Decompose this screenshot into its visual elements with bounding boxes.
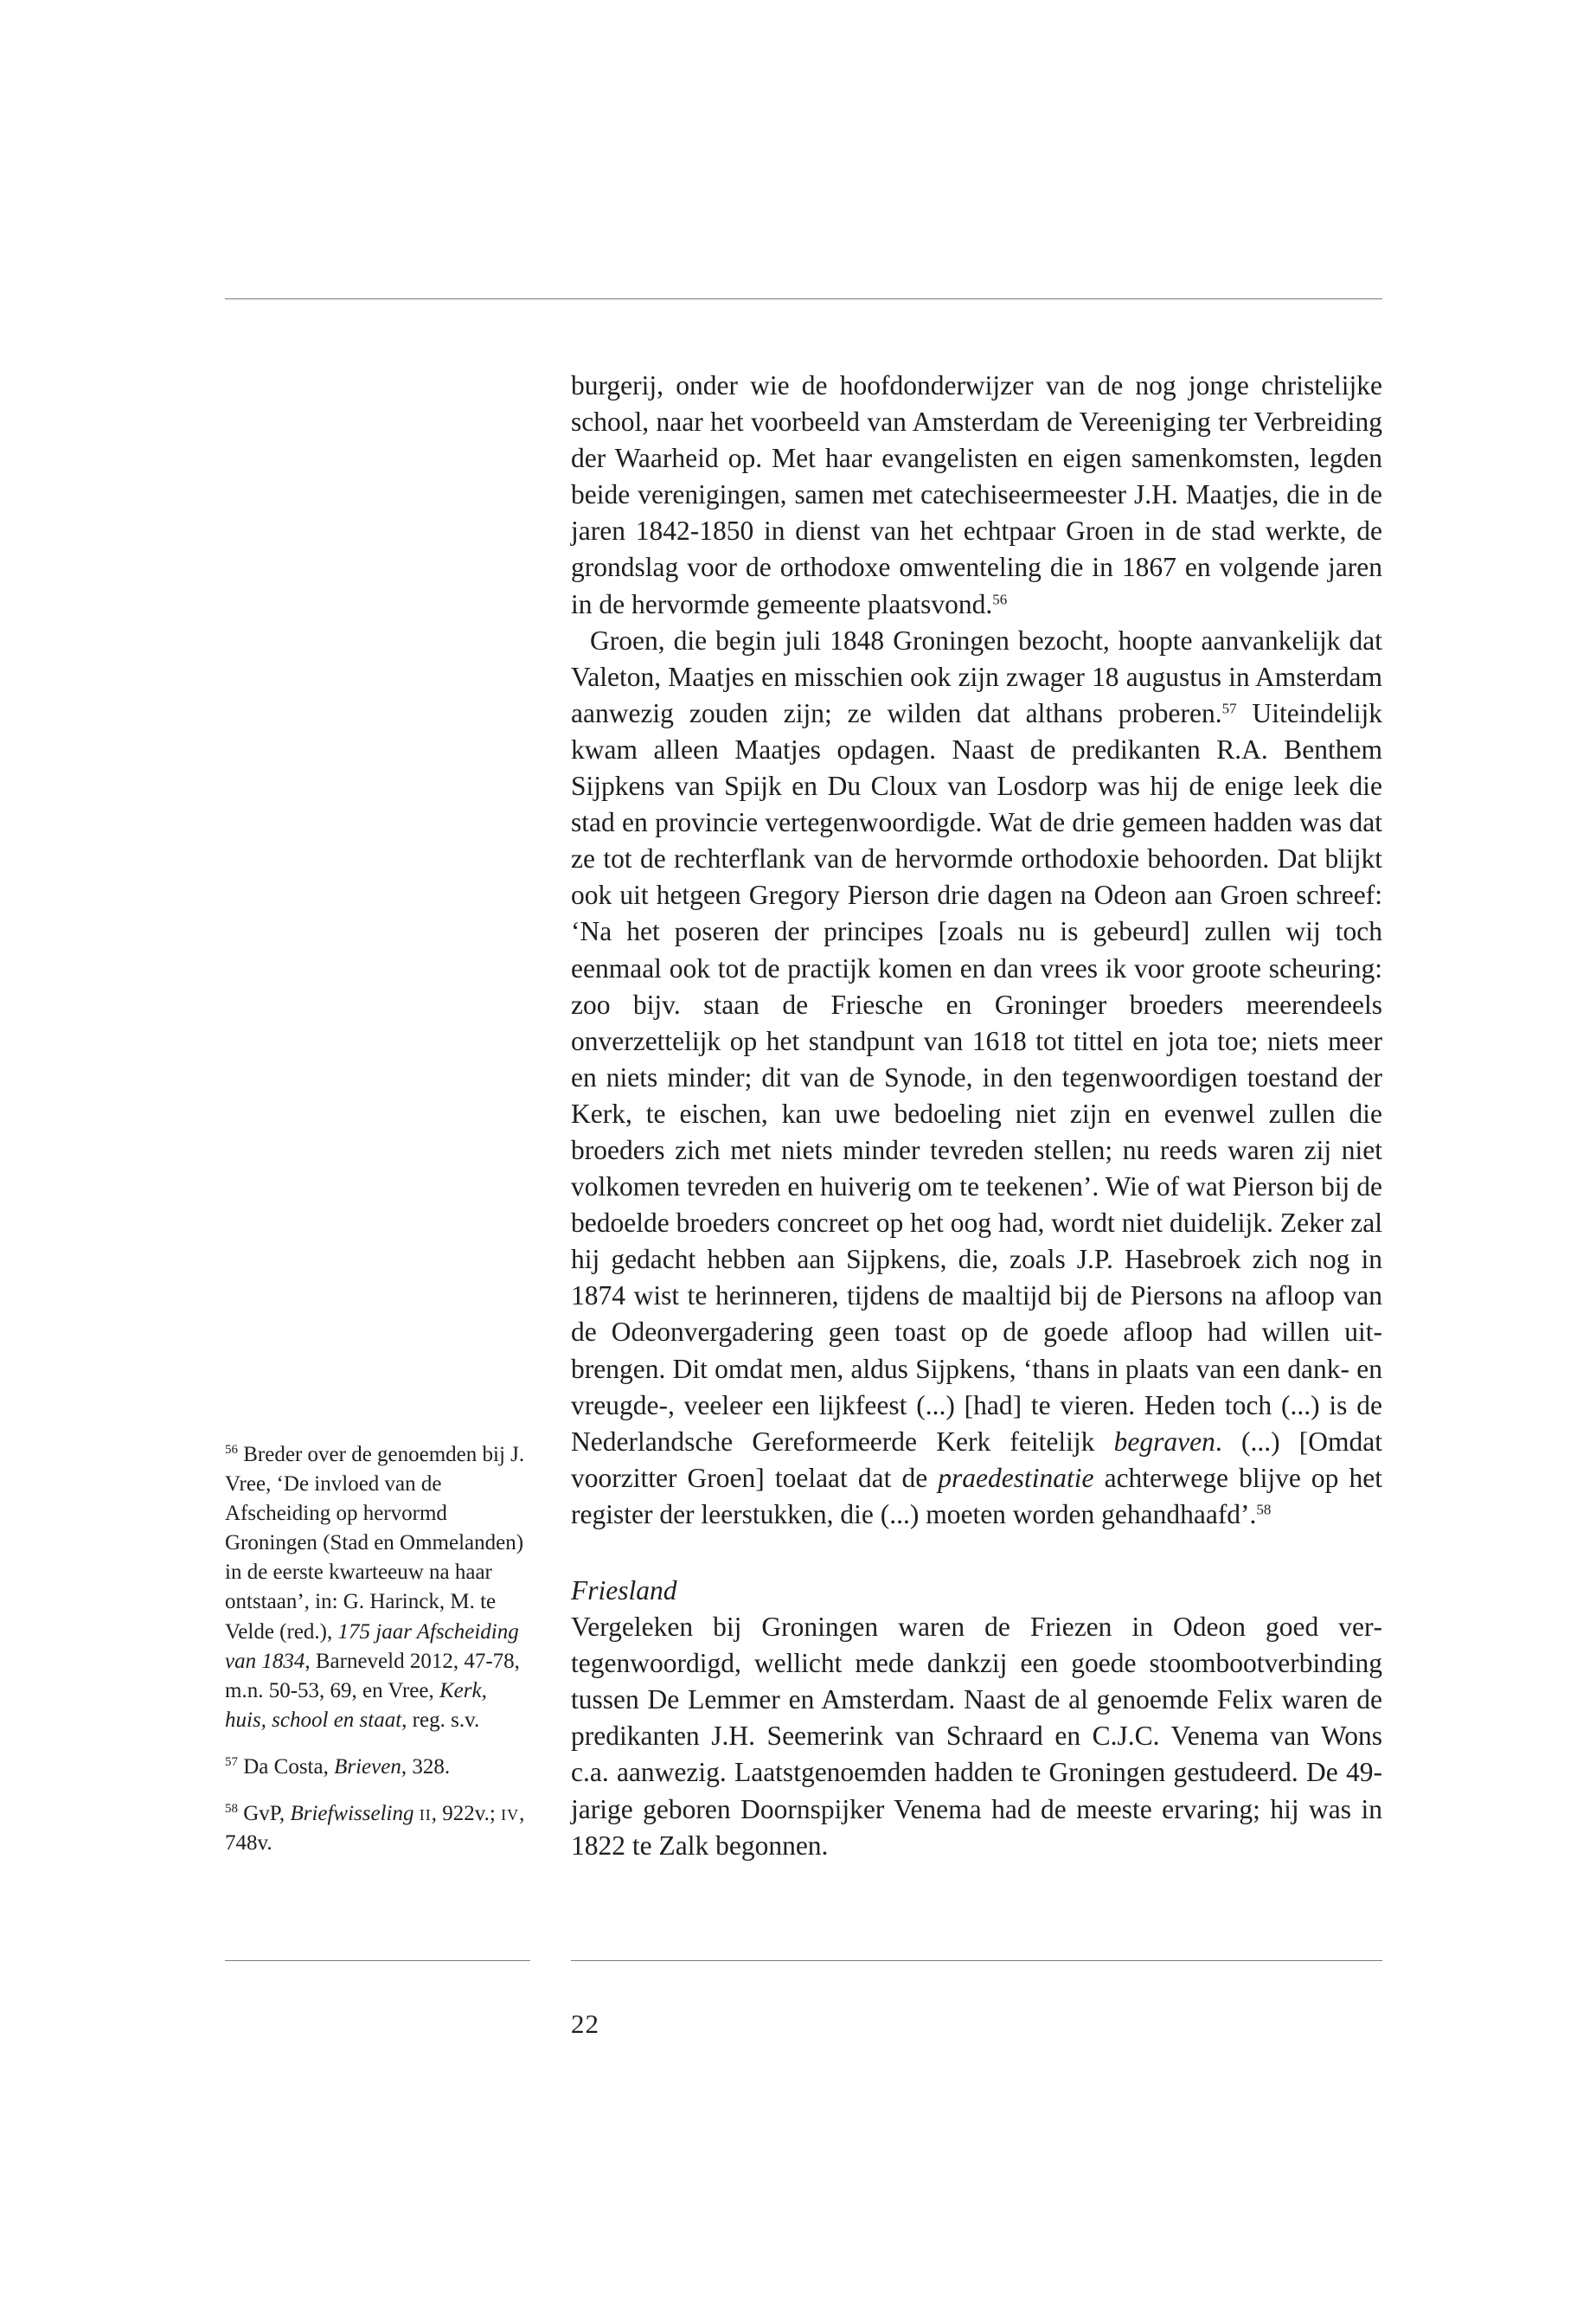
paragraph-friesland: Vergeleken bij Groningen waren de Friezen in Odeon goed vertegenwoordigd, wellicht mede dankzij een goede stoombootverbinding tussen De Lemmer en Amsterdam. Naast de al genoemde Felix waren de predikanten J.H. Seemerink van Schraard en C.J.C. Venema van Wons c.a. aanwezig. Laatstgenoemden hadden te Groningen gestudeerd. De 49-jarige geboren Doornspijker Venema had de meeste ervaring; hij was in 1822 te Zalk begonnen. bbox=[571, 1612, 1382, 1861]
header-rule bbox=[225, 298, 1382, 299]
footnote-ref-58[interactable]: 58 bbox=[1256, 1501, 1272, 1518]
footnote-number: 57 bbox=[225, 1754, 238, 1769]
footnote-number: 58 bbox=[225, 1802, 238, 1817]
footnote-56: $^{56}$ Breder over de genoemden bij J. Vree, ‘De invloed van de Afscheiding op hervormd Groningen (Stad en Ommelanden) in de eerste kwarteeuw na haar ontstaan’, in: G. Harinck, M. te Velde (red.), 175 jaar Afscheiding van 1834, Barneveld 2012, 47-78, m.n. 50-53, 69, en Vree, Kerk, huis, school en staat, reg. s.v. bbox=[225, 1443, 525, 1732]
paragraph-continuation: burgerij, onder wie de hoofdonderwijzer van de nog jonge christelijke school, naar het voorbeeld van Amsterdam de Vereeniging ter Verbreiding der Waarheid op. Met haar evangelisten en eigen samenkomsten, legden beide verenigingen, samen met catechiseermeester J.H. Maatjes, die in de jaren 1842-1850 in dienst van het echtpaar Groen in de stad werkte, de grondslag voor de orthodoxe omwenteling die in 1867 en volgende jaren in de hervormde gemeente plaatsvond.$^{56}$ bbox=[571, 370, 1382, 619]
footnote-57: $^{57}$ Da Costa, Brieven, 328. bbox=[225, 1754, 451, 1779]
section-heading: Friesland bbox=[571, 1575, 677, 1606]
footnote-number: 56 bbox=[225, 1443, 238, 1457]
footnote-ref-56[interactable]: 56 bbox=[992, 591, 1008, 608]
main-text-column bbox=[571, 368, 1382, 1864]
footnotes-column bbox=[225, 1440, 530, 1875]
main-bottom-rule bbox=[571, 1960, 1382, 1961]
footnote-ref-57[interactable]: 57 bbox=[1221, 700, 1237, 717]
footnotes-bottom-rule bbox=[225, 1960, 530, 1961]
footnote-58: $^{58}$ GvP, Briefwisseling ii, 922v.; iv, 748v. bbox=[225, 1802, 525, 1856]
paragraph-groen: Groen, die begin juli 1848 Groningen bezocht, hoopte aanvankelijk dat Valeton, Maatjes en misschien ook zijn zwager 18 augustus in Amsterdam aanwezig zouden zijn; ze wilden dat althans proberen.$^{57}$ Uiteindelijk kwam alleen Maatjes opdagen. Naast de predikanten R.A. Benthem Sijpkens van Spijk en Du Cloux van Losdorp was hij de enige leek die stad en provincie vertegenwoordigde. Wat de drie gemeen hadden was dat ze tot de rechterflank van de hervormde orthodoxie behoorden. Dat blijkt ook uit hetgeen Gregory Pierson drie dagen na Odeon aan Groen schreef: ‘Na het poseren der principes [zoals nu is gebeurd] zullen wij toch eenmaal ook tot de practijk komen en dan vrees ik voor groote scheuring: zoo bijv. staan de Friesche en Groninger broeders meerendeels onverzettelijk op het standpunt van 1618 tot tittel en jota toe; niets meer en niets minder; dit van de Synode, in den tegenwoordigen toestand der Kerk, te eischen, kan uwe bedoeling niet zijn en evenwel zullen die broeders zich met niets minder tevreden stellen; nu reeds waren zij niet volkomen tevreden en huiverig om te teekenen’. Wie of wat Pierson bij de bedoelde broeders concreet op het oog had, wordt niet duidelijk. Zeker zal hij gedacht hebben aan Sijpkens, die, zoals J.P. Hasebroek zich nog in 1874 wist te herinneren, tijdens de maaltijd bij de Piersons na afloop van de Odeonvergadering geen toast op de goede afloop had willen uitbrengen. Dit omdat men, aldus Sijpkens, ‘thans in plaats van een dank- en vreugde-, veeleer een lijkfeest (...) [had] te vieren. Heden toch (...) is de Nederlandsche Gereformeerde Kerk feitelijk begraven. (...) [Omdat voorzitter Groen] toelaat dat de praedestinatie achterwege blijve op het register der leerstukken, die (...) moeten worden gehandhaafd’.$^{58}$ bbox=[571, 625, 1383, 1529]
page-number: 22 bbox=[571, 2009, 599, 2039]
